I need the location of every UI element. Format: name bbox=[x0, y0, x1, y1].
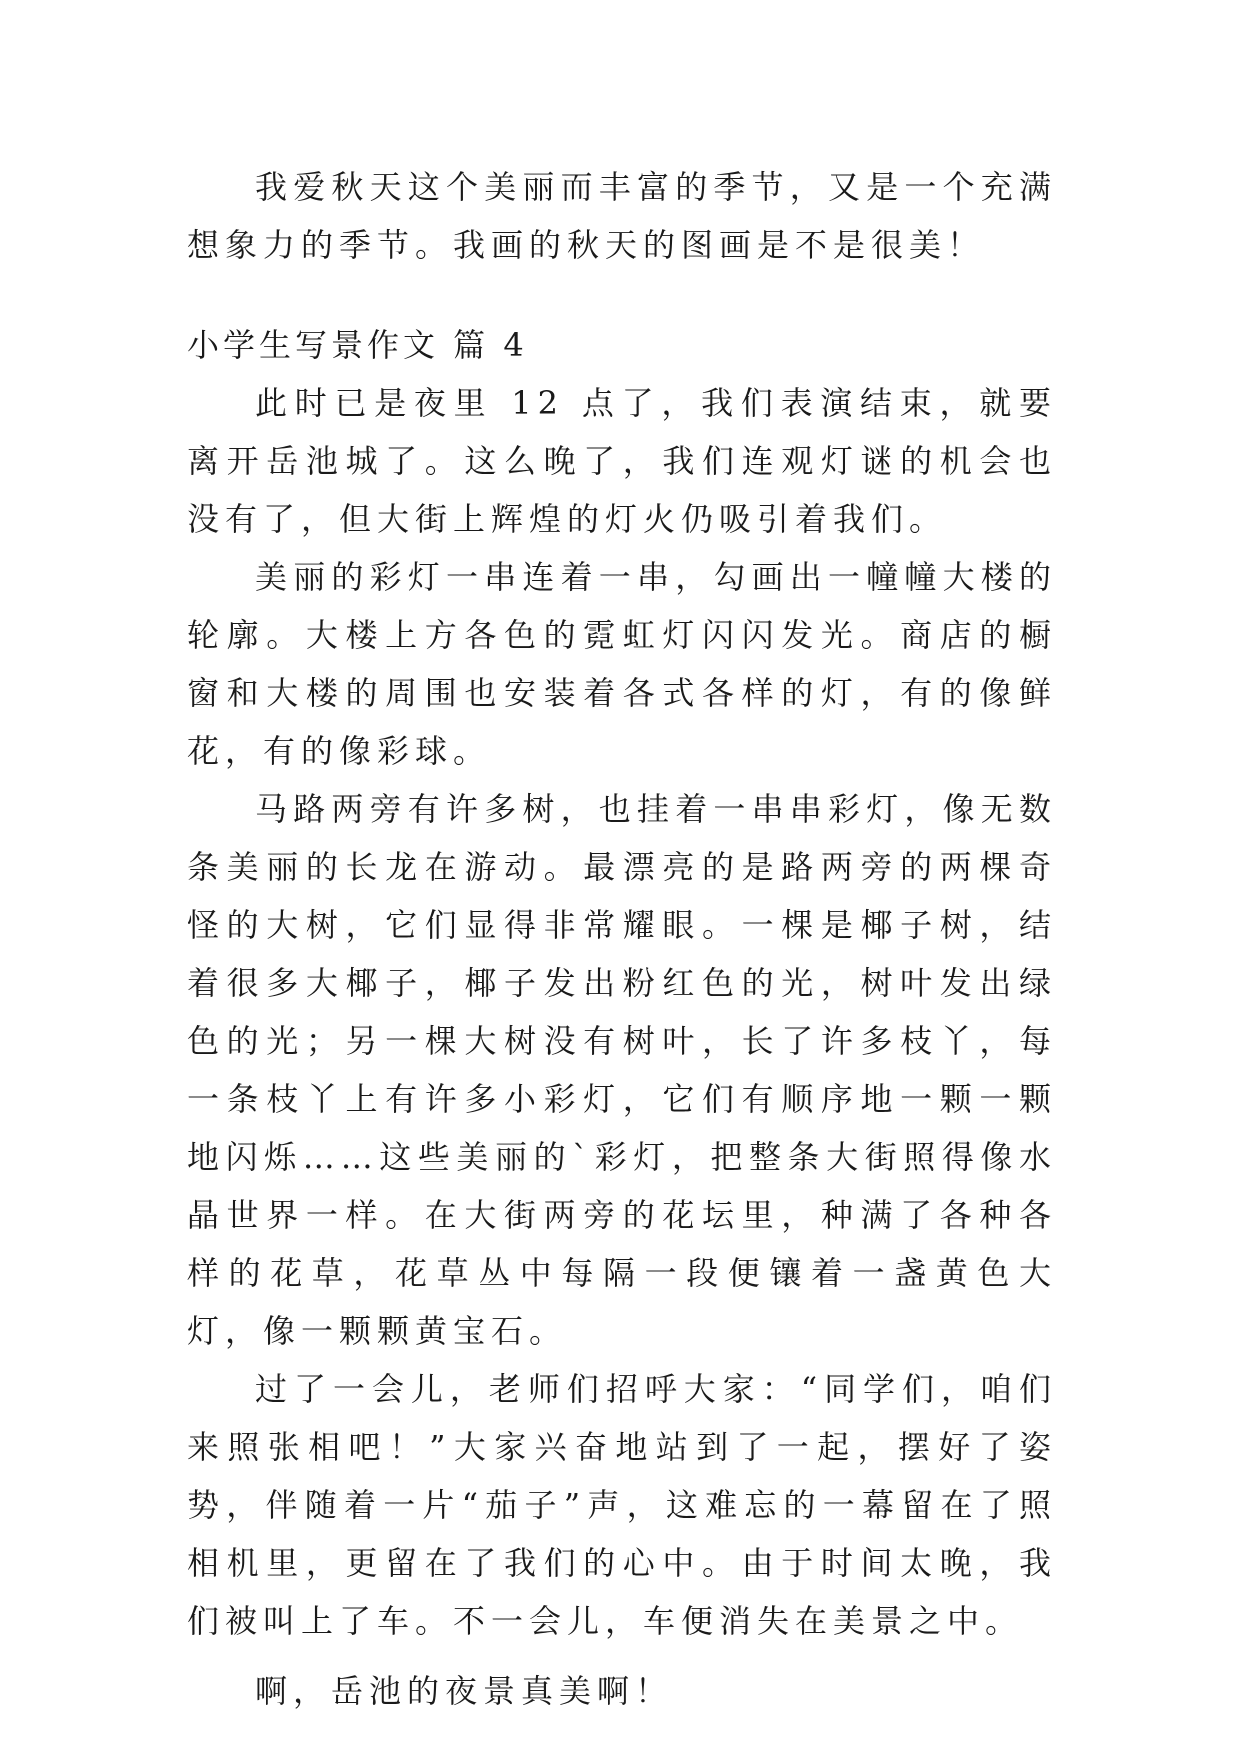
body-paragraph-1: 此时已是夜里 12 点了，我们表演结束，就要离开岳池城了。这么晚了，我们连观灯谜的机会也没有了，但大街上辉煌的灯火仍吸引着我们。 bbox=[187, 384, 1057, 538]
intro-paragraph: 我爱秋天这个美丽而丰富的季节，又是一个充满想象力的季节。我画的秋天的图画是不是很美！ bbox=[187, 168, 1057, 264]
closing-paragraph: 啊，岳池的夜景真美啊！ bbox=[255, 1672, 674, 1710]
body-paragraph-3: 马路两旁有许多树，也挂着一串串彩灯，像无数条美丽的长龙在游动。最漂亮的是路两旁的两棵奇怪的大树，它们显得非常耀眼。一棵是椰子树，结着很多大椰子，椰子发出粉红色的光，树叶发出绿色的光；另一棵大树没有树叶，长了许多枝丫，每一条枝丫上有许多小彩灯，它们有顺序地一颗一颗地闪烁……这些美丽的`彩灯，把整条大街照得像水晶世界一样。在大街两旁的花坛里，种满了各种各样的花草，花草丛中每隔一段便镶着一盏黄色大灯，像一颗颗黄宝石。 bbox=[187, 790, 1057, 1350]
body-paragraph-2: 美丽的彩灯一串连着一串，勾画出一幢幢大楼的轮廓。大楼上方各色的霓虹灯闪闪发光。商店的橱窗和大楼的周围也安装着各式各样的灯，有的像鲜花，有的像彩球。 bbox=[187, 558, 1057, 770]
section-heading: 小学生写景作文 篇 4 bbox=[187, 326, 528, 364]
document-body bbox=[187, 158, 1057, 1720]
body-paragraph-4: 过了一会儿，老师们招呼大家：“同学们，咱们来照张相吧！”大家兴奋地站到了一起，摆好了姿势，伴随着一片“茄子”声，这难忘的一幕留在了照相机里，更留在了我们的心中。由于时间太晚，我们被叫上了车。不一会儿，车便消失在美景之中。 bbox=[187, 1370, 1057, 1640]
